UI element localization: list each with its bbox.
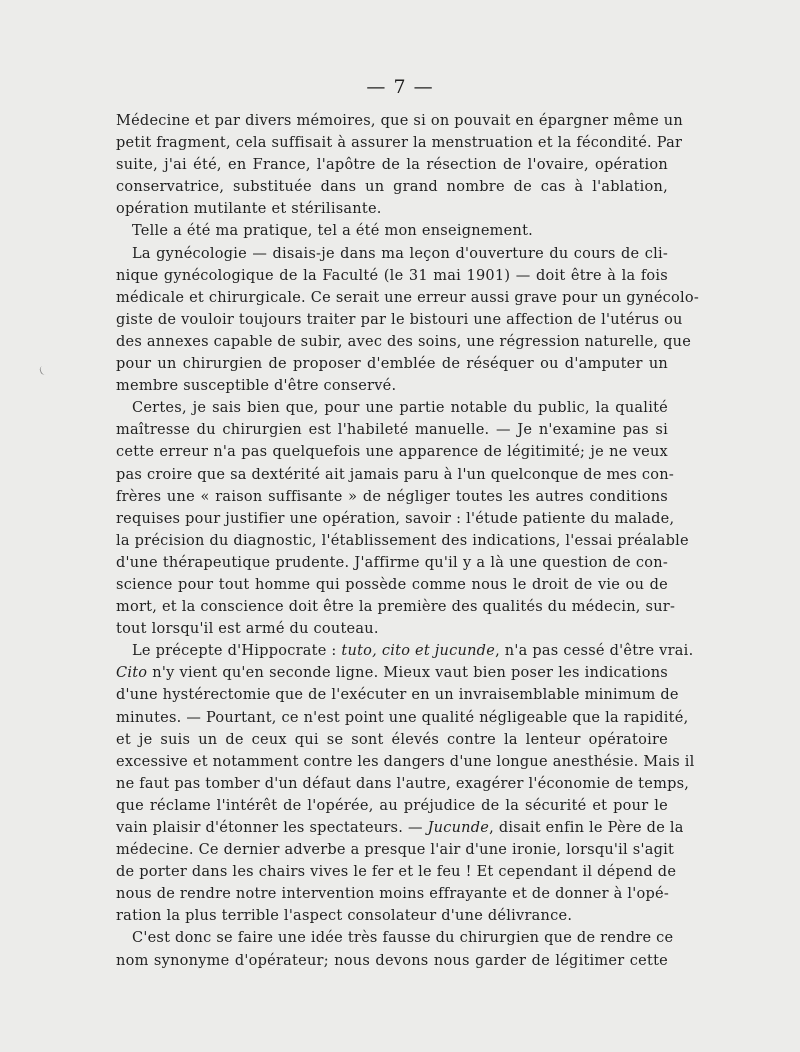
text-line: tout lorsqu'il est armé du couteau. [116,621,379,638]
text-line: requises pour justifier une opération, savoir : l'étude patiente du malade, [116,510,675,527]
text-line: Cito n'y vient qu'en seconde ligne. Mieux vaut bien poser les indications [116,665,668,682]
text-line: suite, j'ai été, en France, l'apôtre de la résection de l'ovaire, opération [116,157,668,174]
text-line: médicale et chirurgicale. Ce serait une erreur aussi grave pour un gynécolo- [116,289,700,306]
text-line: C'est donc se faire une idée très fausse du chirurgien que de rendre ce [132,930,674,947]
text-line: giste de vouloir toujours traiter par le bistouri une affection de l'utérus ou [116,311,683,328]
text-line: d'une thérapeutique prudente. J'affirme qu'il y a là une question de con- [116,554,668,571]
text-line: nique gynécologique de la Faculté (le 31 mai 1901) — doit être à la fois [116,267,668,284]
text-line: cette erreur n'a pas quelquefois une apparence de légitimité; je ne veux [116,444,668,461]
text-line: nom synonyme d'opérateur; nous devons nous garder de légitimer cette [116,952,668,969]
text-line: vain plaisir d'étonner les spectateurs. — Jucunde, disait enfin le Père de la [116,820,684,836]
text-line: conservatrice, substituée dans un grand nombre de cas à l'ablation, [116,179,668,196]
margin-mark [39,365,48,376]
text-line: ration la plus terrible l'aspect consolateur d'une délivrance. [116,908,573,925]
text-line: membre susceptible d'être conservé. [116,378,397,395]
text-line: nous de rendre notre intervention moins effrayante et de donner à l'opé- [116,886,670,903]
text-line: opération mutilante et stérilisante. [116,201,382,218]
text-line: des annexes capable de subir, avec des soins, une régression naturelle, que [116,333,692,350]
text-line: pas croire que sa dextérité ait jamais paru à l'un quelconque de mes con- [116,466,674,483]
text-line: Le précepte d'Hippocrate : tuto, cito et jucunde, n'a pas cessé d'être vrai. [132,643,694,660]
text-line: maîtresse du chirurgien est l'habileté manuelle. — Je n'examine pas si [116,422,668,439]
text-line: pour un chirurgien de proposer d'emblée de réséquer ou d'amputer un [116,356,668,373]
text-line: de porter dans les chairs vives le fer et le feu ! Et cependant il dépend de [116,864,677,881]
text-line: la précision du diagnostic, l'établissement des indications, l'essai préalable [116,532,689,549]
text-line: médecine. Ce dernier adverbe a presque l'air d'une ironie, lorsqu'il s'agit [116,842,675,859]
body-text [116,110,700,972]
text-line: minutes. — Pourtant, ce n'est point une qualité négligeable que la rapidité, [116,709,689,726]
text-line: La gynécologie — disais-je dans ma leçon d'ouverture du cours de cli- [132,245,668,262]
text-line: et je suis un de ceux qui se sont élevés contre la lenteur opératoire [116,731,668,748]
text-line: mort, et la conscience doit être la première des qualités du médecin, sur- [116,599,676,616]
text-line: Telle a été ma pratique, tel a été mon enseignement. [132,223,534,240]
text-line: que réclame l'intérêt de l'opérée, au préjudice de la sécurité et pour le [116,797,668,814]
text-line: frères une « raison suffisante » de négliger toutes les autres conditions [116,488,668,505]
text-line: science pour tout homme qui possède comme nous le droit de vie ou de [116,576,668,593]
text-line: Certes, je sais bien que, pour une partie notable du public, la qualité [132,400,668,417]
page-number: — 7 — [366,76,434,98]
text-line: ne faut pas tomber d'un défaut dans l'autre, exagérer l'économie de temps, [116,775,690,792]
text-line: d'une hystérectomie que de l'exécuter en un invraisemblable minimum de [116,687,679,704]
text-line: Médecine et par divers mémoires, que si on pouvait en épargner même un [116,113,683,129]
text-line: excessive et notamment contre les dangers d'une longue anesthésie. Mais il [116,753,695,770]
text-line: petit fragment, cela suffisait à assurer la menstruation et la fécondité. Par [116,135,683,152]
